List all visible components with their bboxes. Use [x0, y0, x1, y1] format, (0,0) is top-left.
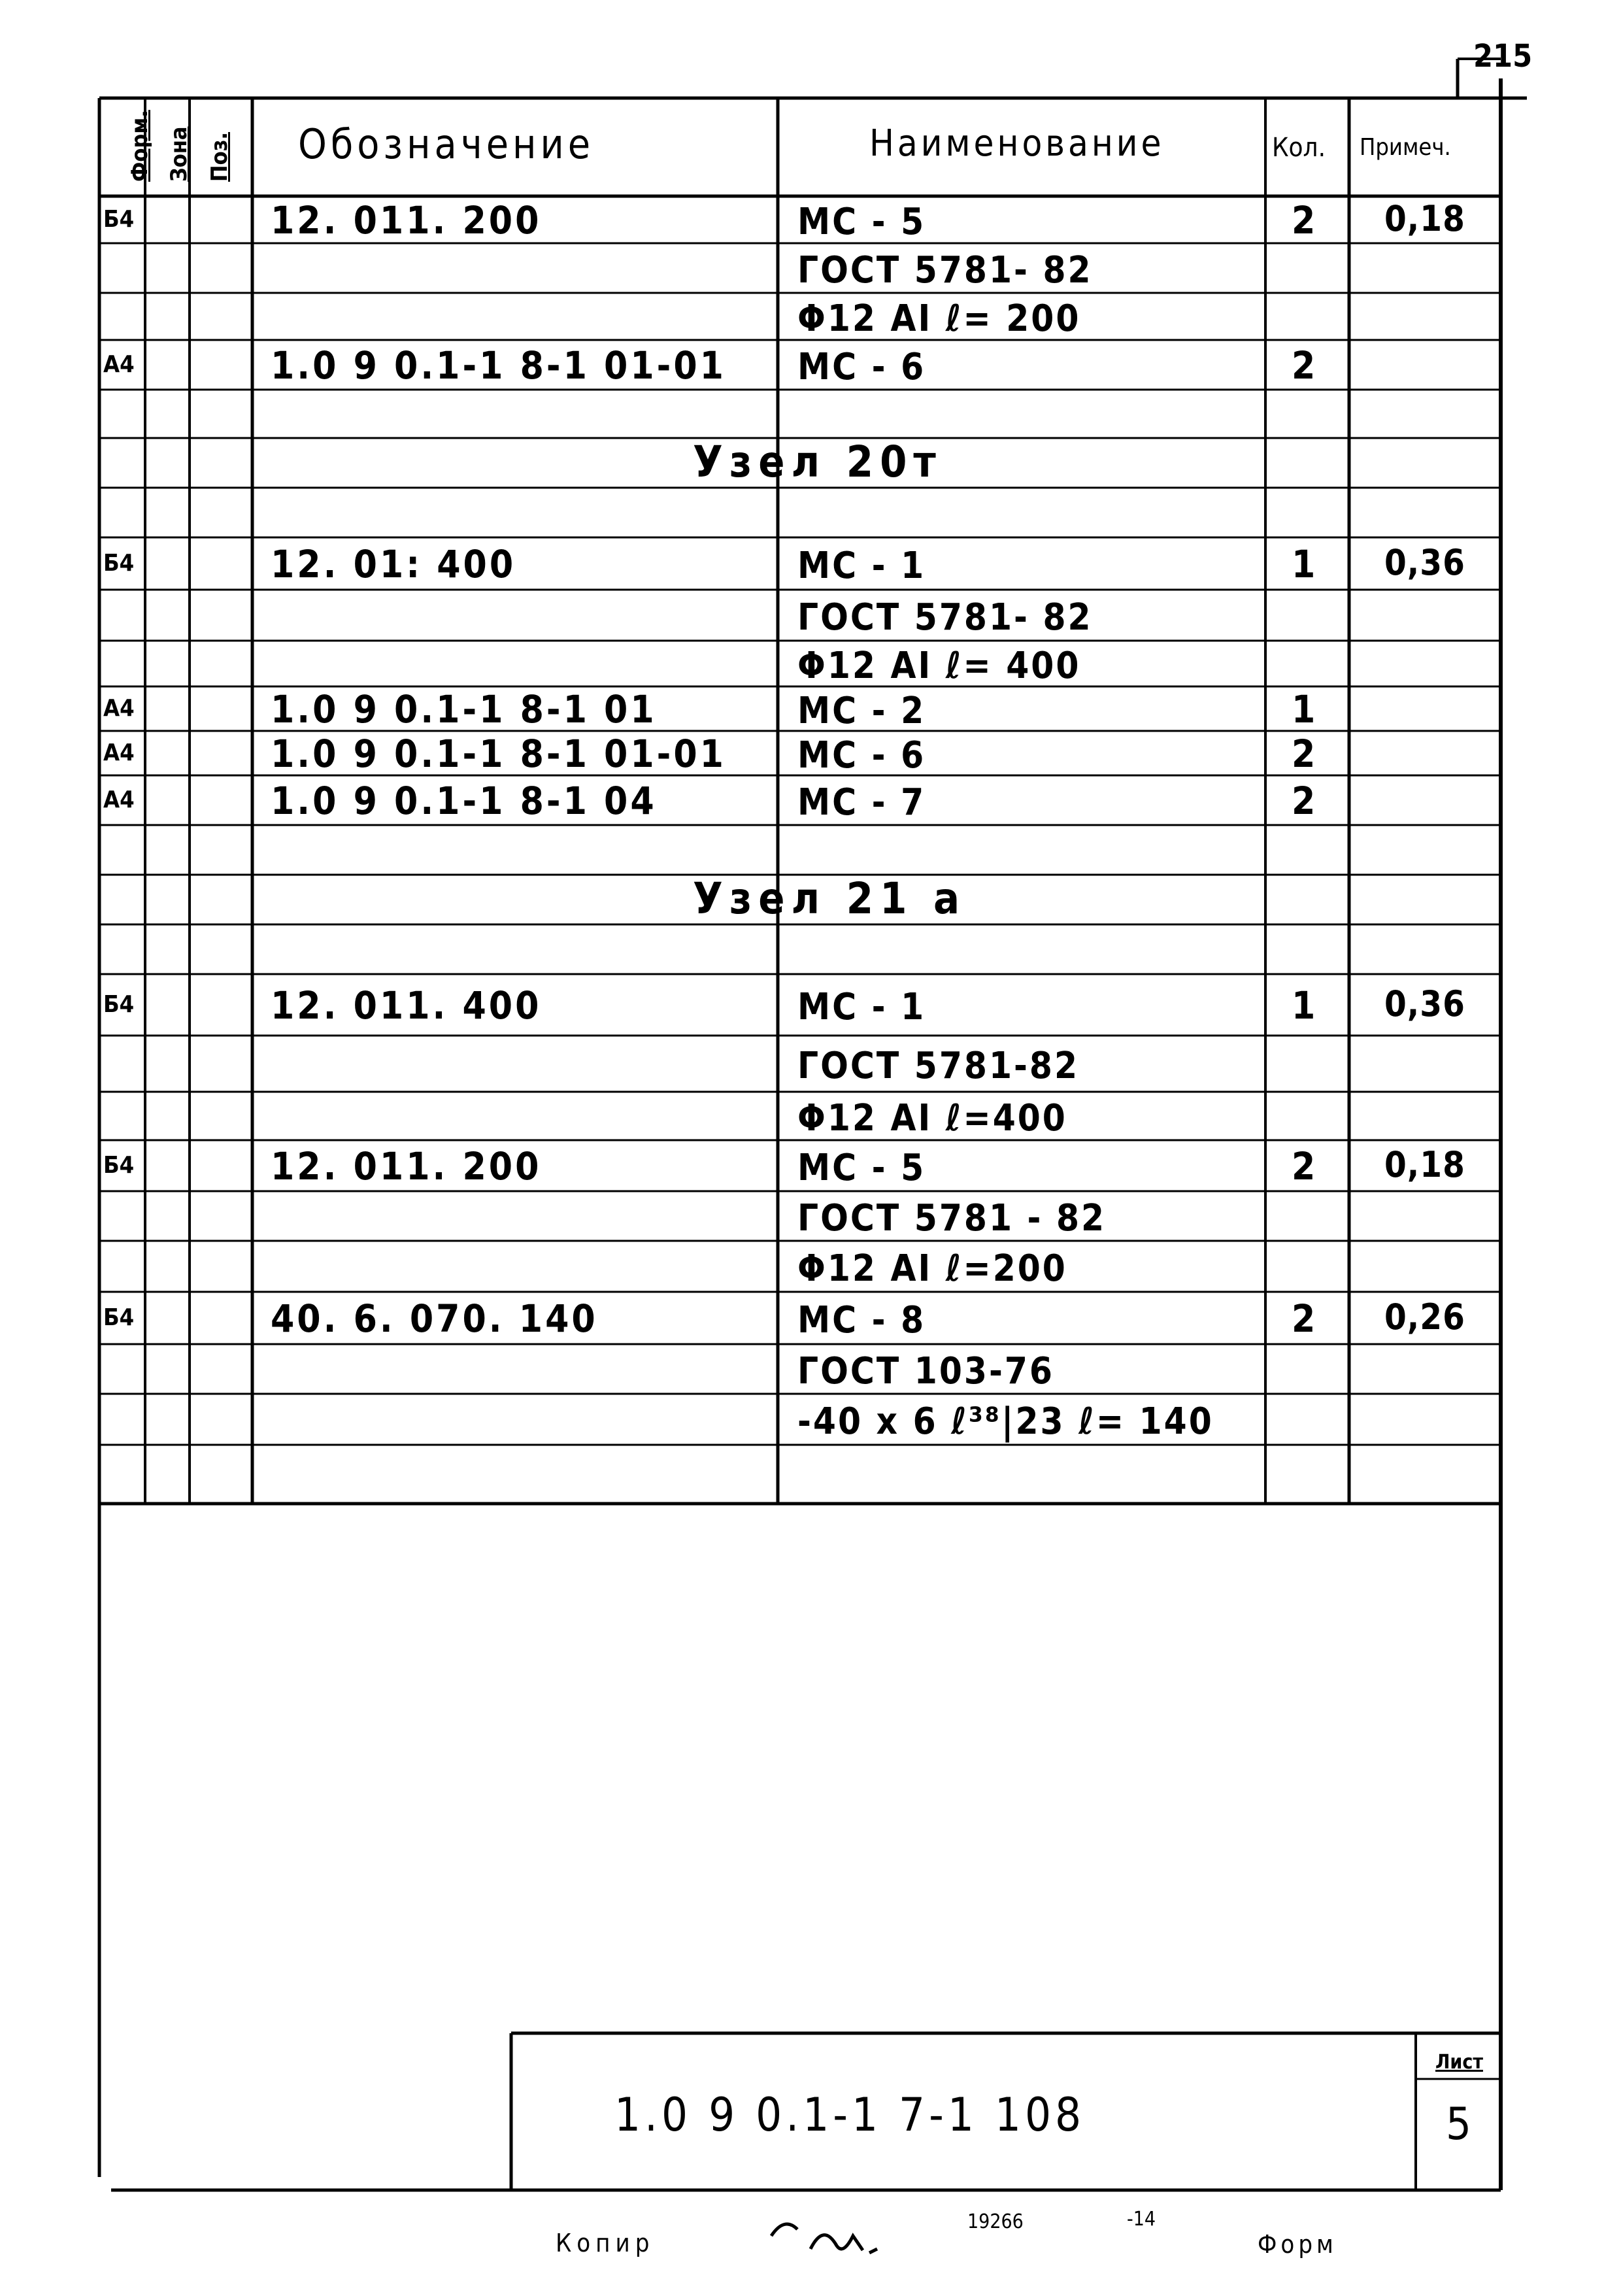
row-designation: 1.0 9 0.1-1 8-1 01	[271, 687, 657, 732]
header-qty: Кол.	[1272, 133, 1326, 163]
row-qty: 2	[1292, 732, 1318, 776]
row-name: МС - 8	[797, 1299, 926, 1342]
row-note: 0,36	[1384, 983, 1465, 1024]
row-note: 0,18	[1384, 1144, 1465, 1185]
row-format: Б4	[103, 1152, 135, 1179]
row-format: А4	[103, 351, 135, 378]
row-name: ГОСТ 103-76	[797, 1350, 1054, 1393]
header-position: Поз.	[207, 131, 233, 182]
row-name: -40 x 6 ℓ³⁸|23 ℓ= 140	[797, 1400, 1214, 1443]
row-format: Б4	[103, 1304, 135, 1331]
row-name: МС - 5	[797, 1147, 926, 1189]
row-name: МС - 6	[797, 734, 926, 777]
row-qty: 2	[1292, 1296, 1318, 1341]
section-title: Узел 20т	[693, 437, 943, 487]
row-format: А4	[103, 786, 135, 813]
row-name: ГОСТ 5781- 82	[797, 596, 1093, 639]
row-name: МС - 6	[797, 346, 926, 388]
row-note: 0,18	[1384, 198, 1465, 239]
row-name: МС - 5	[797, 201, 926, 243]
row-qty: 2	[1292, 198, 1318, 243]
row-format: А4	[103, 739, 135, 766]
document-code: 1.0 9 0.1-1 7-1 108	[614, 2088, 1086, 2142]
row-designation: 1.0 9 0.1-1 8-1 04	[271, 779, 657, 823]
row-qty: 1	[1292, 687, 1318, 732]
row-designation: 12. 01: 400	[271, 542, 516, 586]
header-format: Форм.	[127, 110, 153, 182]
section-title: Узел 21 а	[693, 873, 967, 924]
row-name: МС - 1	[797, 545, 926, 587]
signature	[765, 2210, 895, 2262]
row-designation: 1.0 9 0.1-1 8-1 01-01	[271, 343, 726, 388]
header-zone: Зона	[166, 126, 192, 182]
header-name: Наименование	[869, 122, 1165, 165]
top-sheet-number: 215	[1473, 38, 1533, 75]
row-format: Б4	[103, 550, 135, 577]
row-designation: 12. 011. 200	[271, 1144, 542, 1189]
row-format: А4	[103, 695, 135, 722]
footer-order-suffix: -14	[1127, 2208, 1156, 2231]
row-qty: 2	[1292, 343, 1318, 388]
footer-copied: Копир	[556, 2229, 655, 2257]
row-qty: 2	[1292, 779, 1318, 823]
row-name: ГОСТ 5781-82	[797, 1045, 1080, 1087]
row-note: 0,26	[1384, 1296, 1465, 1338]
row-qty: 2	[1292, 1144, 1318, 1189]
row-qty: 1	[1292, 983, 1318, 1028]
sheet-number: 5	[1446, 2099, 1471, 2150]
row-name: МС - 1	[797, 986, 926, 1028]
row-name: МС - 2	[797, 690, 926, 732]
header-note: Примеч.	[1360, 134, 1451, 161]
row-name: ГОСТ 5781- 82	[797, 249, 1093, 292]
row-designation: 12. 011. 400	[271, 983, 542, 1028]
row-name: Φ12 АI ℓ= 400	[797, 645, 1081, 687]
row-format: Б4	[103, 991, 135, 1018]
row-name: Φ12 АI ℓ=400	[797, 1097, 1067, 1140]
row-name: Φ12 АI ℓ= 200	[797, 297, 1081, 340]
row-qty: 1	[1292, 542, 1318, 586]
row-name: МС - 7	[797, 781, 926, 824]
row-designation: 40. 6. 070. 140	[271, 1296, 598, 1341]
footer-format: Форм	[1258, 2230, 1337, 2259]
row-name: Φ12 АI ℓ=200	[797, 1247, 1067, 1290]
row-format: Б4	[103, 206, 135, 233]
row-name: ГОСТ 5781 - 82	[797, 1197, 1107, 1240]
header-designation: Обозначение	[298, 120, 595, 168]
footer-order-number: 19266	[967, 2210, 1024, 2233]
row-designation: 1.0 9 0.1-1 8-1 01-01	[271, 732, 726, 776]
sheet-label: Лист	[1435, 2051, 1483, 2074]
row-designation: 12. 011. 200	[271, 198, 542, 243]
row-note: 0,36	[1384, 542, 1465, 583]
